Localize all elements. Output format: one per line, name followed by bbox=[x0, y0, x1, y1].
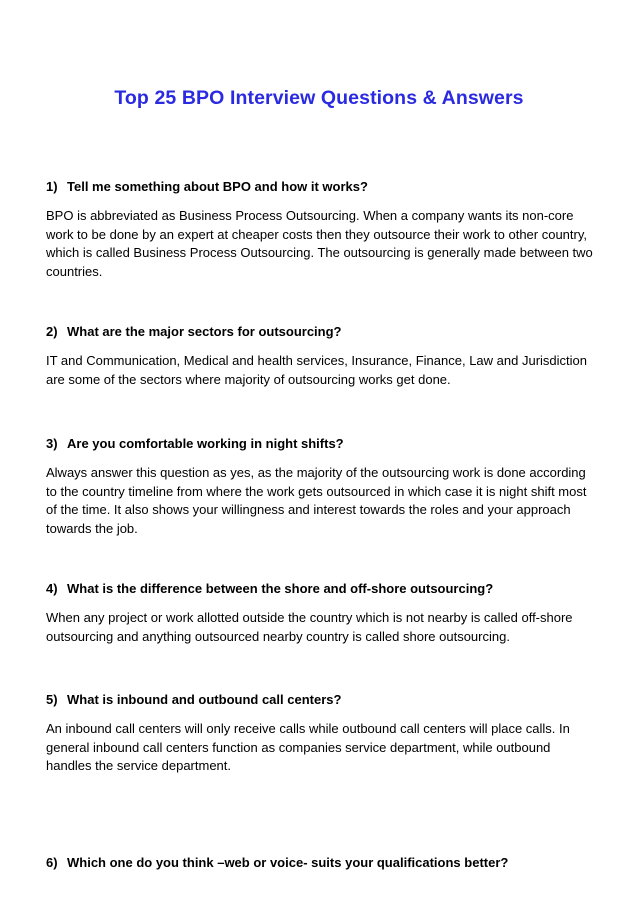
question-heading bbox=[46, 323, 596, 340]
question-number: 4) bbox=[46, 581, 58, 596]
question-number: 3) bbox=[46, 436, 58, 451]
question-text: Are you comfortable working in night shifts? bbox=[67, 436, 344, 451]
qa-item bbox=[46, 178, 596, 281]
question-number: 5) bbox=[46, 692, 58, 707]
qa-item bbox=[46, 435, 596, 538]
answer-text: An inbound call centers will only receive calls while outbound call centers will place calls. In general inbound call centers function as companies service department, while outbound handles the service department. bbox=[46, 721, 570, 774]
qa-item bbox=[46, 580, 596, 646]
answer-text: When any project or work allotted outside the country which is not nearby is called off-shore outsourcing and anything outsourced nearby country is called shore outsourcing. bbox=[46, 610, 573, 644]
answer-text: IT and Communication, Medical and health services, Insurance, Finance, Law and Jurisdiction are some of the sectors where majority of outsourcing works get done. bbox=[46, 353, 587, 387]
question-text: What are the major sectors for outsourcing? bbox=[67, 324, 342, 339]
question-number: 6) bbox=[46, 855, 58, 870]
question-number: 1) bbox=[46, 179, 58, 194]
qa-item bbox=[46, 691, 596, 776]
question-text: Tell me something about BPO and how it works? bbox=[67, 179, 368, 194]
question-text: Which one do you think –web or voice- suits your qualifications better? bbox=[67, 855, 509, 870]
question-heading bbox=[46, 178, 596, 195]
document-title: Top 25 BPO Interview Questions & Answers bbox=[114, 87, 524, 109]
question-number: 2) bbox=[46, 324, 58, 339]
answer-text: Always answer this question as yes, as the majority of the outsourcing work is done according to the country timeline from where the work gets outsourced in which case it is night shift most of the time. It also shows your willingness and interest towards the roles and your approach towards the job. bbox=[46, 465, 587, 536]
question-text: What is the difference between the shore and off-shore outsourcing? bbox=[67, 581, 494, 596]
question-heading bbox=[46, 691, 596, 708]
qa-item bbox=[46, 854, 596, 871]
question-heading bbox=[46, 435, 596, 452]
question-text: What is inbound and outbound call centers? bbox=[67, 692, 342, 707]
qa-item bbox=[46, 323, 596, 389]
question-heading bbox=[46, 854, 596, 871]
question-heading bbox=[46, 580, 596, 597]
answer-text: BPO is abbreviated as Business Process Outsourcing. When a company wants its non-core work to be done by an expert at cheaper costs then they outsource their work to other country, which is called Business Process Outsourcing. The outsourcing is generally made between two countries. bbox=[46, 208, 593, 279]
